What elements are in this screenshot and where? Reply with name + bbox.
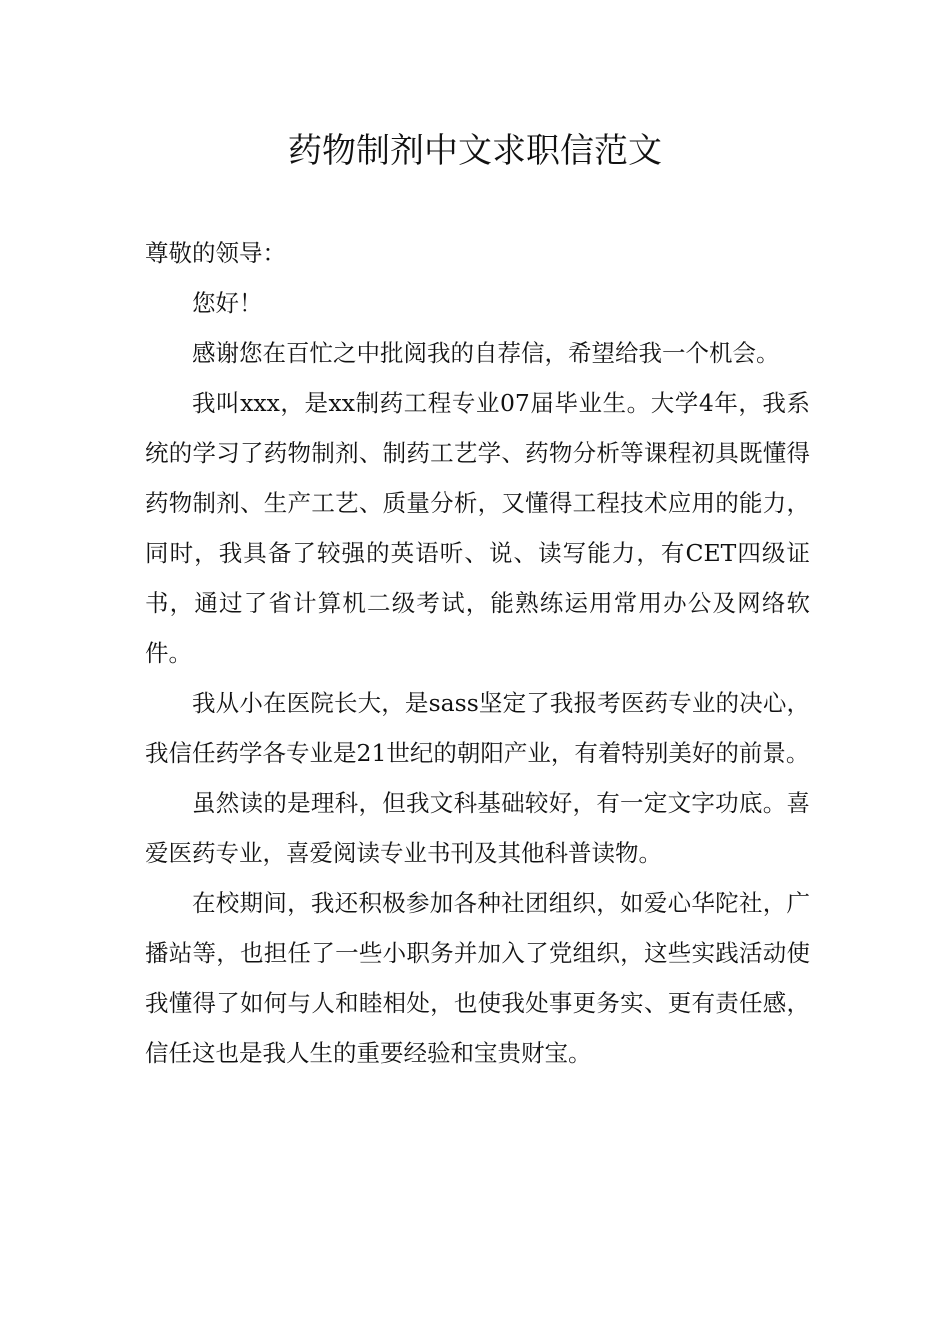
paragraph-thanks: 感谢您在百忙之中批阅我的自荐信，希望给我一个机会。	[192, 339, 780, 367]
document-title: 药物制剂中文求职信范文	[288, 131, 662, 171]
paragraph-introduction: 我叫xxx，是xx制药工程专业07届毕业生。大学4年，我系统的学习了药物制剂、制药工艺学、药物分析等课程初具既懂得药物制剂、生产工艺、质量分析，又懂得工程技术应用的能力，同时，我具备了较强的英语听、说、读写能力，有CET四级证书，通过了省计算机二级考试，能熟练运用常用办公及网络软件。	[145, 389, 810, 667]
paragraph-greeting: 您好！	[192, 289, 263, 317]
paragraph-background: 虽然读的是理科，但我文科基础较好，有一定文字功底。喜爱医药专业，喜爱阅读专业书刊及其他科普读物。	[145, 789, 810, 867]
salutation: 尊敬的领导：	[145, 239, 286, 267]
paragraph-motivation: 我从小在医院长大，是sass坚定了我报考医药专业的决心，我信任药学各专业是21世纪的朝阳产业，有着特别美好的前景。	[145, 689, 810, 767]
letter-body	[145, 228, 810, 1078]
paragraph-activities: 在校期间，我还积极参加各种社团组织，如爱心华陀社，广播站等，也担任了一些小职务并加入了党组织，这些实践活动使我懂得了如何与人和睦相处，也使我处事更务实、更有责任感，信任这也是我人生的重要经验和宝贵财宝。	[145, 889, 810, 1067]
